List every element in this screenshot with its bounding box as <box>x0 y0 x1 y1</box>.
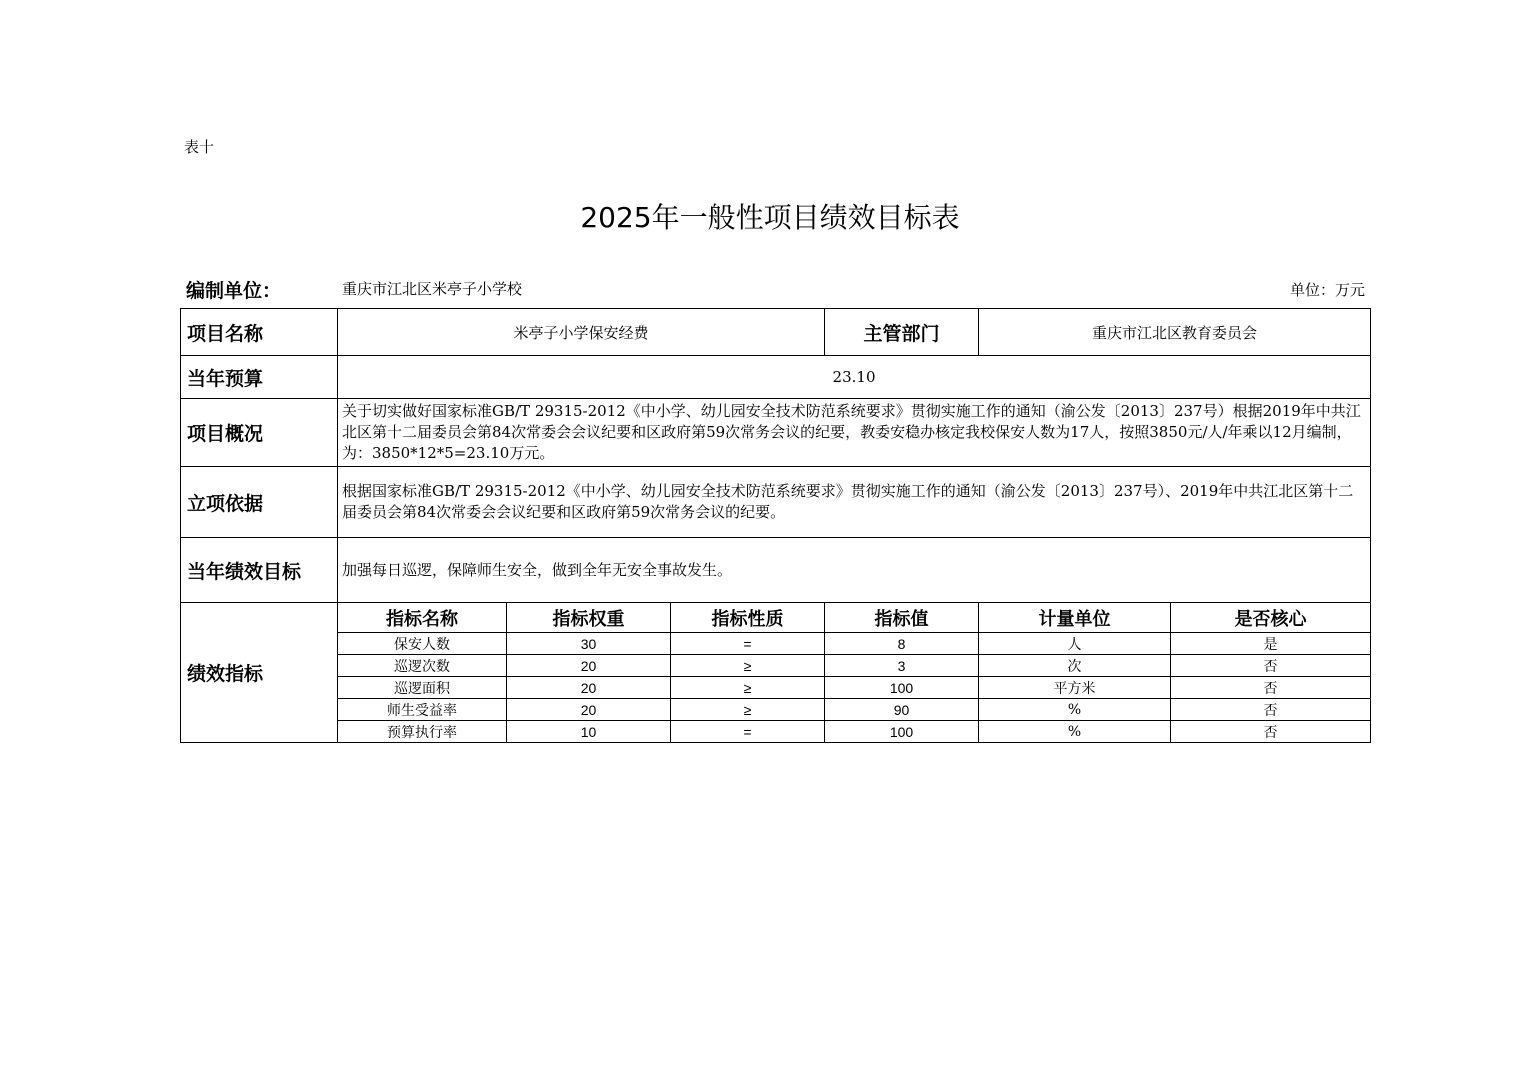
row-basis <box>181 467 1371 538</box>
row-budget <box>181 356 1371 399</box>
budget-value: 23.10 <box>338 356 1371 399</box>
project-name-value: 米亭子小学保安经费 <box>338 309 825 356</box>
indicator-weight: 20 <box>507 699 671 721</box>
indicator-header-row <box>181 603 1371 633</box>
indicator-nature: ≥ <box>671 699 825 721</box>
row-project-name <box>181 309 1371 356</box>
indicator-weight: 10 <box>507 721 671 743</box>
unit-label: 单位：万元 <box>1289 281 1365 299</box>
table-number: 表十 <box>184 138 215 156</box>
table-row <box>181 699 1371 721</box>
dept-value: 重庆市江北区教育委员会 <box>979 309 1371 356</box>
indicator-name: 巡逻次数 <box>338 655 507 677</box>
header-core: 是否核心 <box>1171 603 1371 633</box>
indicator-value: 8 <box>825 633 979 655</box>
indicator-unit: 人 <box>979 633 1171 655</box>
table-row <box>181 633 1371 655</box>
table-row <box>181 677 1371 699</box>
indicator-nature: ≥ <box>671 677 825 699</box>
indicator-core: 否 <box>1171 655 1371 677</box>
overview-label: 项目概况 <box>181 399 338 467</box>
indicator-value: 100 <box>825 677 979 699</box>
indicator-core: 否 <box>1171 699 1371 721</box>
row-goal <box>181 538 1371 603</box>
indicator-value: 3 <box>825 655 979 677</box>
indicator-nature: = <box>671 633 825 655</box>
org-value: 重庆市江北区米亭子小学校 <box>342 280 523 298</box>
indicator-core: 是 <box>1171 633 1371 655</box>
indicator-value: 100 <box>825 721 979 743</box>
header-value: 指标值 <box>825 603 979 633</box>
performance-table <box>180 308 1371 743</box>
dept-label: 主管部门 <box>825 309 979 356</box>
table-row <box>181 655 1371 677</box>
indicator-core: 否 <box>1171 677 1371 699</box>
indicator-nature: ≥ <box>671 655 825 677</box>
indicators-label: 绩效指标 <box>181 603 338 743</box>
indicator-unit: % <box>979 699 1171 721</box>
indicator-nature: = <box>671 721 825 743</box>
header-unit: 计量单位 <box>979 603 1171 633</box>
budget-label: 当年预算 <box>181 356 338 399</box>
indicator-name: 预算执行率 <box>338 721 507 743</box>
basis-value: 根据国家标准GB/T 29315-2012《中小学、幼儿园安全技术防范系统要求》贯彻实施工作的通知（渝公发〔2013〕237号）、2019年中共江北区第十二届委员会第84次常委会会议纪要和区政府第59次常务会议的纪要。 <box>338 467 1371 538</box>
page-title: 2025年一般性项目绩效目标表 <box>580 201 960 234</box>
header-indicator-name: 指标名称 <box>338 603 507 633</box>
indicator-unit: % <box>979 721 1171 743</box>
indicator-weight: 30 <box>507 633 671 655</box>
overview-value: 关于切实做好国家标准GB/T 29315-2012《中小学、幼儿园安全技术防范系统要求》贯彻实施工作的通知（渝公发〔2013〕237号）根据2019年中共江北区第十二届委员会第84次常委会会议纪要和区政府第59次常务会议的纪要，教委安稳办核定我校保安人数为17人，按照3850元/人/年乘以12月编制，为：3850*12*5=23.10万元。 <box>338 399 1371 467</box>
table-row <box>181 721 1371 743</box>
indicator-name: 师生受益率 <box>338 699 507 721</box>
header-weight: 指标权重 <box>507 603 671 633</box>
project-name-label: 项目名称 <box>181 309 338 356</box>
indicator-weight: 20 <box>507 677 671 699</box>
org-label: 编制单位： <box>186 280 282 302</box>
goal-label: 当年绩效目标 <box>181 538 338 603</box>
basis-label: 立项依据 <box>181 467 338 538</box>
row-overview <box>181 399 1371 467</box>
goal-value: 加强每日巡逻，保障师生安全，做到全年无安全事故发生。 <box>338 538 1371 603</box>
indicator-unit: 平方米 <box>979 677 1171 699</box>
indicator-name: 保安人数 <box>338 633 507 655</box>
indicator-value: 90 <box>825 699 979 721</box>
indicator-core: 否 <box>1171 721 1371 743</box>
indicator-unit: 次 <box>979 655 1171 677</box>
indicator-weight: 20 <box>507 655 671 677</box>
header-nature: 指标性质 <box>671 603 825 633</box>
indicator-name: 巡逻面积 <box>338 677 507 699</box>
